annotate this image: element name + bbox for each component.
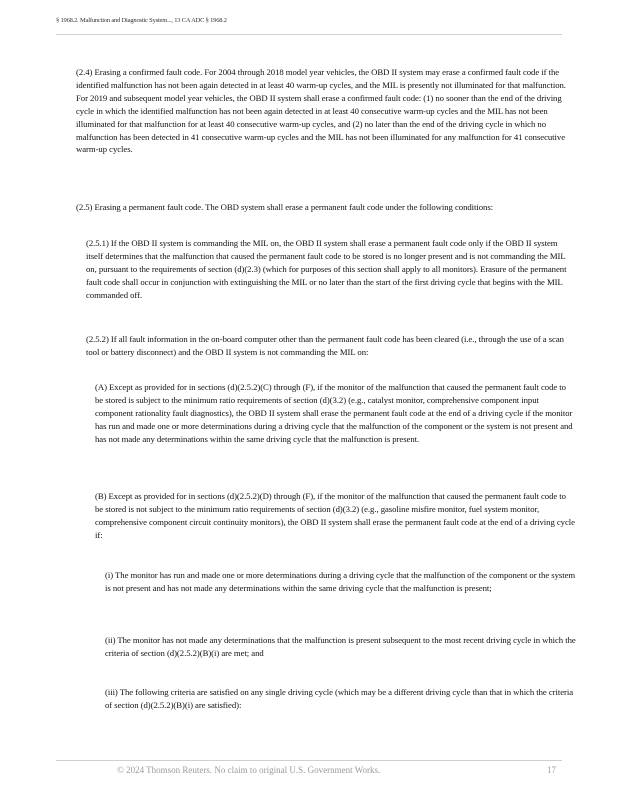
- footer-copyright: © 2024 Thomson Reuters. No claim to original U.S. Government Works.: [117, 765, 381, 775]
- header-divider: [56, 34, 562, 35]
- paragraph-2-5-2-B-i: (i) The monitor has run and made one or more determinations during a driving cycle that the malfunction of the component or the system is not present and has not made any determinations within the same driving cycle that the malfunction is present;: [105, 570, 576, 593]
- paragraph-2-5-2-B-ii: (ii) The monitor has not made any determinations that the malfunction is present subsequent to the most recent driving cycle in which the criteria of section (d)(2.5.2)(B)(i) are met; and: [105, 635, 576, 658]
- paragraph-2-5-2-B-iii: (iii) The following criteria are satisfied on any single driving cycle (which may be a different driving cycle than that in which the criteria of section (d)(2.5.2)(B)(i) are satisfied):: [105, 687, 574, 710]
- paragraph-2-5-2: (2.5.2) If all fault information in the on-board computer other than the permanent fault code has been cleared (i.e., through the use of a scan tool or battery disconnect) and the OBD II system is not commanding the MIL on:: [86, 334, 564, 357]
- page-number: 17: [547, 765, 556, 775]
- page-header-citation: § 1968.2. Malfunction and Diagnostic System..., 13 CA ADC § 1968.2: [56, 17, 227, 24]
- paragraph-2-5-1: (2.5.1) If the OBD II system is commanding the MIL on, the OBD II system shall erase a permanent fault code only if the OBD II system itself determines that the malfunction that caused the permanent fault code to be stored is no longer present and is not commanding the MIL on, pursuant to the requirements of section (d)(2.3) (which for purposes of this section shall apply to all monitors). Erasure of the permanent fault code shall occur in conjunction with extinguishing the MIL or no later than the start of the first driving cycle that begins with the MIL commanded off.: [86, 238, 567, 300]
- paragraph-2-4: (2.4) Erasing a confirmed fault code. For 2004 through 2018 model year vehicles, the OBD II system may erase a confirmed fault code if the identified malfunction has not been again detected in at least 40 warm-up cycles, and the MIL is presently not illuminated for that malfunction. For 2019 and subsequent model year vehicles, the OBD II system shall erase a confirmed fault code: (1) no sooner than the end of the driving cycle in which the identified malfunction has not been again detected in at least 40 consecutive warm-up cycles and the MIL has not been illuminated for that malfunction for at least 40 consecutive warm-up cycles, and (2) no later than the end of the driving cycle in which no malfunction has been detected in 41 consecutive warm-up cycles and the MIL has not been illuminated for any malfunction for 41 consecutive warm-up cycles.: [76, 67, 566, 155]
- paragraph-2-5: (2.5) Erasing a permanent fault code. The OBD system shall erase a permanent fault code under the following conditions:: [76, 202, 494, 212]
- paragraph-2-5-2-B: (B) Except as provided for in sections (d)(2.5.2)(D) through (F), if the monitor of the malfunction that caused the permanent fault code to be stored is not subject to the minimum ratio requirements of section (d)(3.2) (e.g., gasoline misfire monitor, fuel system monitor, comprehensive component circuit continuity monitors), the OBD II system shall erase the permanent fault code at the end of a driving cycle if:: [95, 491, 575, 540]
- footer-divider: [56, 760, 562, 761]
- paragraph-2-5-2-A: (A) Except as provided for in sections (d)(2.5.2)(C) through (F), if the monitor of the malfunction that caused the permanent fault code to be stored is subject to the minimum ratio requirements of section (d)(3.2) (e.g., catalyst monitor, comprehensive component input component rationality fault diagnostics), the OBD II system shall erase the permanent fault code at the end of a driving cycle if the monitor has run and made one or more determinations during a driving cycle that the malfunction of the component or the system is not present and has not made any determinations within the same driving cycle that the malfunction is present.: [95, 382, 573, 444]
